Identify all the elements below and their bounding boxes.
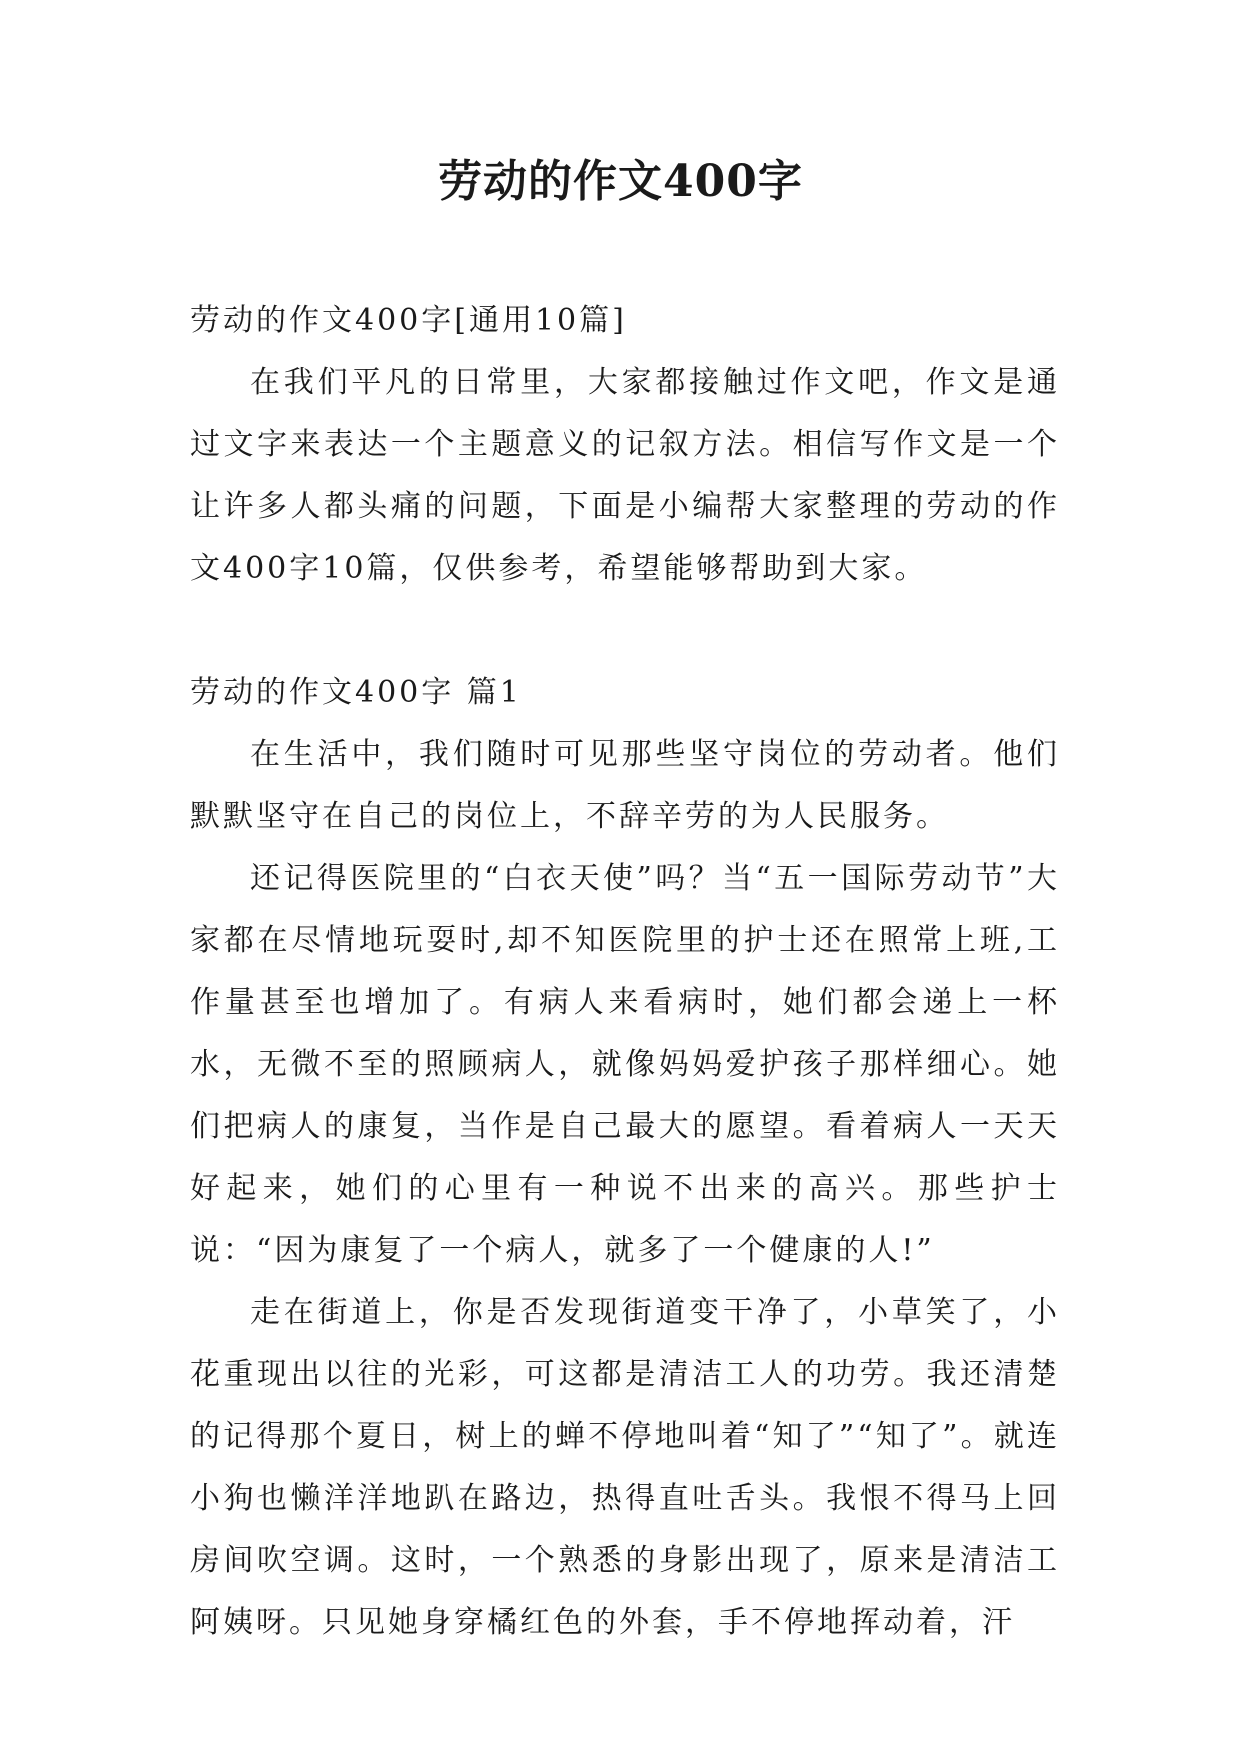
document-title: 劳动的作文400字 [438,156,803,207]
section-heading: 劳动的作文400字 篇1 [190,675,522,710]
document-subtitle: 劳动的作文400字[通用10篇] [190,303,627,338]
section-paragraph: 在生活中，我们随时可见那些坚守岗位的劳动者。他们默默坚守在自己的岗位上，不辞辛劳的为人民服务。 [190,737,1060,834]
section-paragraph: 还记得医院里的“白衣天使”吗？当“五一国际劳动节”大家都在尽情地玩耍时,却不知医院里的护士还在照常上班,工作量甚至也增加了。有病人来看病时，她们都会递上一杯水，无微不至的照顾病人，就像妈妈爱护孩子那样细心。她们把病人的康复，当作是自己最大的愿望。看着病人一天天好起来，她们的心里有一种说不出来的高兴。那些护士说：“因为康复了一个病人，就多了一个健康的人!” [190,861,1060,1268]
section-paragraph: 走在街道上，你是否发现街道变干净了，小草笑了，小花重现出以往的光彩，可这都是清洁工人的功劳。我还清楚的记得那个夏日，树上的蝉不停地叫着“知了”“知了”。就连小狗也懒洋洋地趴在路边，热得直吐舌头。我恨不得马上回房间吹空调。这时，一个熟悉的身影出现了，原来是清洁工阿姨呀。只见她身穿橘红色的外套，手不停地挥动着，汗 [190,1295,1060,1640]
document-body [190,290,1060,1654]
intro-paragraph: 在我们平凡的日常里，大家都接触过作文吧，作文是通过文字来表达一个主题意义的记叙方法。相信写作文是一个让许多人都头痛的问题，下面是小编帮大家整理的劳动的作文400字10篇，仅供参考，希望能够帮助到大家。 [190,365,1060,586]
